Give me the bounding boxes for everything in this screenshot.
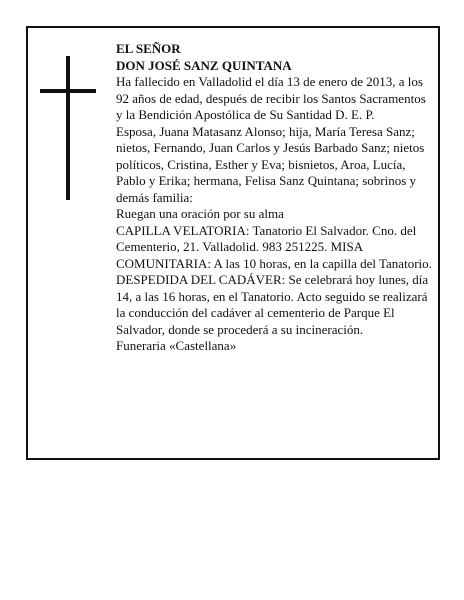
wake-and-mass-info: CAPILLA VELATORIA: Tanatorio El Salvador. Cno. del Cementerio, 21. Valladolid. 983 251225. MISA COMUNITARIA: A las 10 horas, en la capilla del Tanatorio.: [116, 222, 432, 271]
death-announcement: Ha fallecido en Valladolid el día 13 de enero de 2013, a los 92 años de edad, después de recibir los Santos Sacramentos y la Bendición Apostólica de Su Santidad D. E. P.: [116, 74, 426, 122]
cross-icon: [40, 56, 96, 200]
notice-text: [116, 41, 434, 355]
obituary-notice: [26, 26, 440, 460]
notice-heading: EL SEÑOR: [116, 41, 181, 56]
funeral-home: Funeraria «Castellana»: [116, 338, 237, 353]
farewell-info: DESPEDIDA DEL CADÁVER: Se celebrará hoy lunes, día 14, a las 16 horas, en el Tanatorio. Acto seguido se realizará la conducción del cadáver al cementerio de Parque El Salvador, donde se procederá a su incineración.: [116, 272, 429, 337]
deceased-name: DON JOSÉ SANZ QUINTANA: [116, 57, 292, 73]
family-list: Esposa, Juana Matasanz Alonso; hija, María Teresa Sanz; nietos, Fernando, Juan Carlos y Jesús Barbado Sanz; nietos políticos, Cristina, Esther y Eva; bisnietos, Aroa, Lucía, Pablo y Erika; hermana, Felisa Sanz Quintana; sobrinos y demás familia:: [116, 123, 425, 205]
prayer-request: Ruegan una oración por su alma: [116, 206, 284, 221]
